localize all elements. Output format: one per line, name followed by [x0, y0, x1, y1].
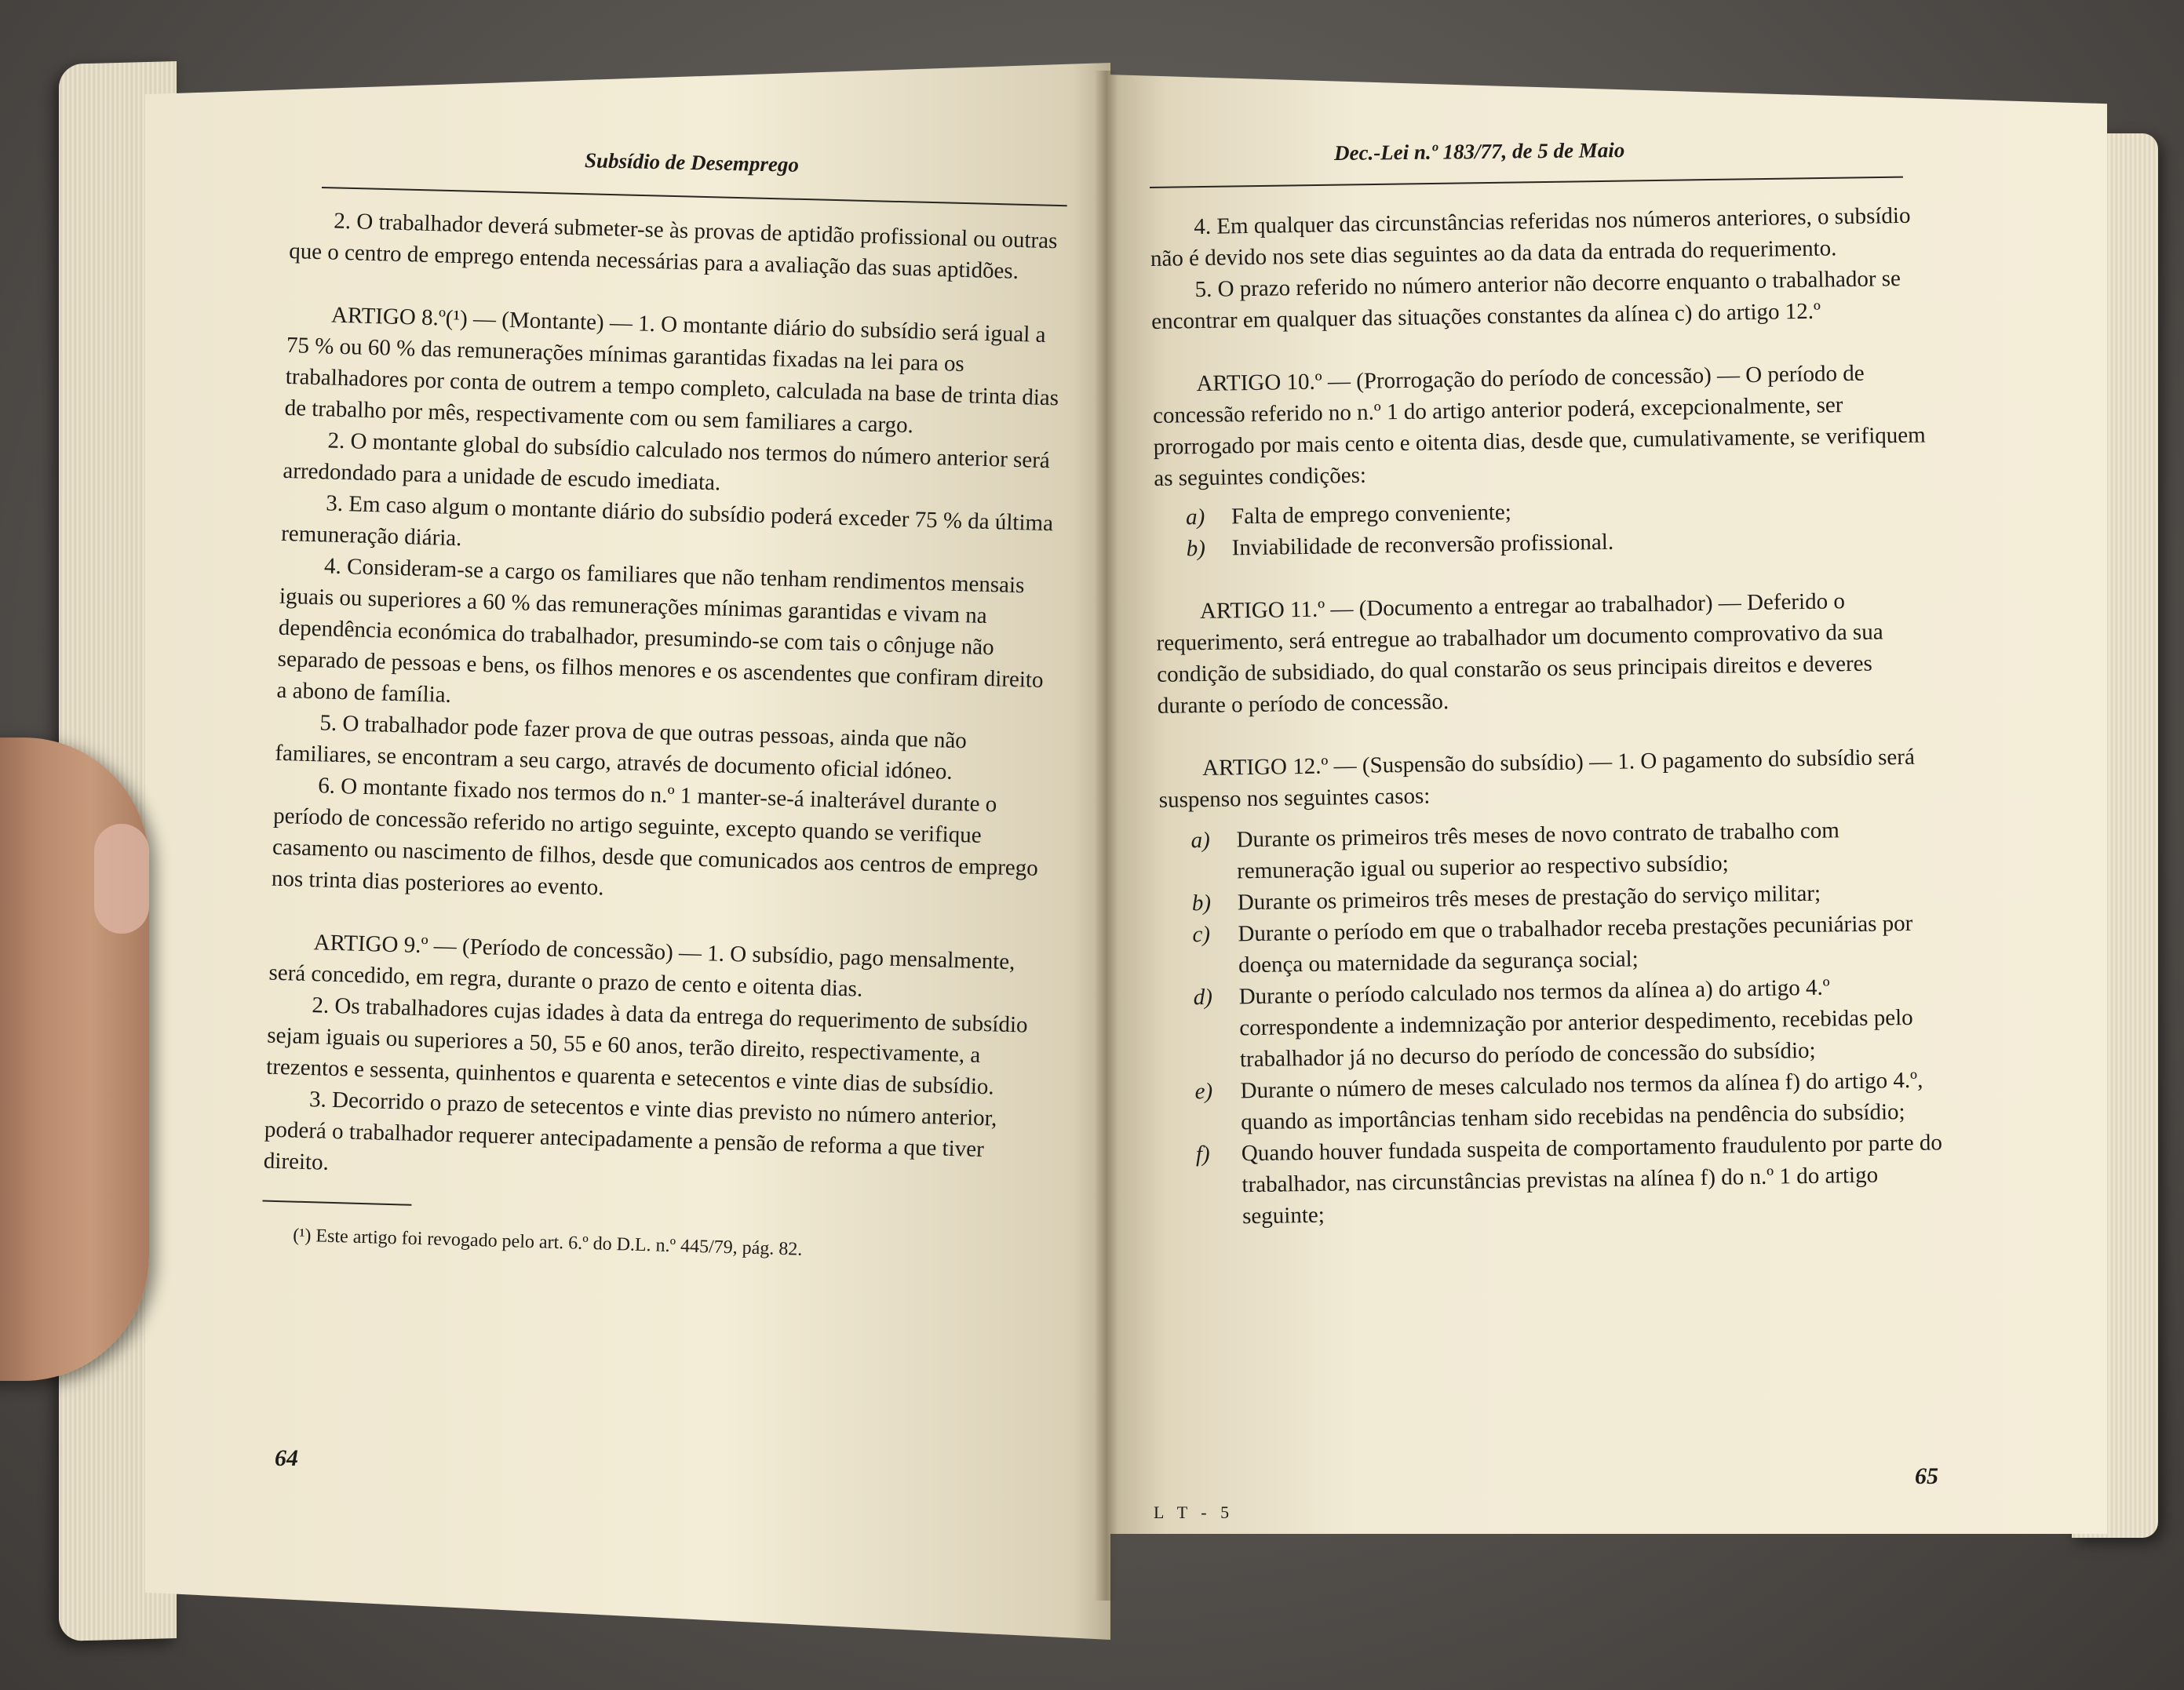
footnote: (¹) Este artigo foi revogado pelo art. 6.º do D.L. n.º 445/79, pág. 82.: [292, 1225, 803, 1260]
paragraph: 6. O montante fixado nos termos do n.º 1 manter-se-á inalterável durante o período de concessão referido no artigo seguinte, excepto quando se verifique casamento ou nascimento de filhos, desde que comunicados aos centros de emprego nos trinta dias posteriores ao evento.: [271, 773, 1039, 901]
list-item: a) Durante os primeiros três meses de novo contrato de trabalho com remuneração igual ou superior ao respectivo subsídio;: [1190, 818, 1840, 884]
paragraph: 2. Os trabalhadores cujas idades à data da entrega do requerimento de subsídio sejam iguais ou superiores a 50, 55 e 60 anos, terão direito, respectivamente, a trezentos e sessenta, quinhentos e quarenta e setecentos e vinte dias de subsídio.: [265, 993, 1028, 1100]
paragraph: 2. O trabalhador deverá submeter-se às provas de aptidão profissional ou outras que o centro de emprego entenda necessárias para a avaliação das suas aptidões.: [288, 208, 1058, 284]
paragraph: 5. O trabalhador pode fazer prova de que outras pessoas, ainda que não familiares, se encontram a seu cargo, através de documento oficial idóneo.: [275, 710, 968, 785]
book-gutter: [1095, 71, 1118, 1601]
article-10-list: [1186, 490, 1940, 564]
thumbnail-nail: [94, 824, 149, 934]
list-item: a) Falta de emprego conveniente;: [1185, 499, 1512, 530]
left-page-body: [261, 204, 1067, 1272]
right-running-head: Dec.-Lei n.º 183/77, de 5 de Maio: [1333, 138, 1625, 165]
right-page-body: [1150, 199, 1950, 1233]
paragraph: 3. Em caso algum o montante diário do subsídio poderá exceder 75 % da última remuneração diária.: [280, 490, 1054, 552]
list-item: e) Durante o número de meses calculado nos termos da alínea f) do artigo 4.º, quando as importâncias tenham sido recebidas na pendência do subsídio;: [1194, 1067, 1923, 1135]
article-12-list: [1190, 813, 1950, 1233]
list-item: b) Inviabilidade de reconversão profissional.: [1186, 529, 1614, 562]
paragraph: 4. Em qualquer das circunstâncias referidas nos números anteriores, o subsídio não é devido nos sete dias seguintes ao da data da entrada do requerimento.: [1150, 202, 1911, 271]
paragraph: 5. O prazo referido no número anterior não decorre enquanto o trabalhador se encontrar em qualquer das situações constantes da alínea c) do artigo 12.º: [1150, 265, 1901, 334]
article-12: ARTIGO 12.º — (Suspensão do subsídio) — 1. O pagamento do subsídio será suspenso nos seguintes casos:: [1158, 744, 1916, 813]
article-10: ARTIGO 10.º — (Prorrogação do período de concessão) — O período de concessão referido no n.º 1 do artigo anterior poderá, excepcionalmente, ser prorrogado por mais cento e oitenta dias, desde que, cumulativamente, se verifiquem as seguintes condições:: [1152, 360, 1926, 491]
paragraph: 3. Decorrido o prazo de setecentos e vinte dias previsto no número anterior, poderá o trabalhador requerer antecipadamente a pensão de reforma a que tiver direito.: [263, 1087, 997, 1175]
paragraph: 2. O montante global do subsídio calculado nos termos do número anterior será arredondado para a unidade de escudo imediata.: [283, 428, 1051, 496]
article-11: ARTIGO 11.º — (Documento a entregar ao trabalhador) — Deferido o requerimento, será entregue ao trabalhador um documento comprovativo da sua condição de subsidiado, do qual constarão os seus principais direitos e deveres durante o período de concessão.: [1156, 588, 1883, 719]
article-8: ARTIGO 8.º(¹) — (Montante) — 1. O montante diário do subsídio será igual a 75 % ou 60 % das remunerações mínimas garantidas fixadas na lei para os trabalhadores por conta de outrem a tempo completo, calculada na base de trinta dias de trabalho por mês, respectivamente com ou sem familiares a cargo.: [284, 302, 1059, 439]
list-item: f) Quando houver fundada suspeita de comportamento fraudulento por parte do trabalhador, nas circunstâncias previstas na alínea f) do n.º 1 do artigo seguinte;: [1195, 1130, 1943, 1229]
left-running-head: Subsídio de Desemprego: [584, 148, 800, 177]
list-item: d) Durante o período calculado nos termos da alínea a) do artigo 4.º correspondente a indemnização por anterior despedimento, recebidas pelo trabalhador já no decurso do período de concessão do subsídio;: [1193, 974, 1913, 1073]
paragraph: 4. Consideram-se a cargo os familiares que não tenham rendimentos mensais iguais ou superiores a 60 % das remunerações mínimas garantidas e vivam na dependência económica do trabalhador, presumindo-se com tais o cônjuge não separado de pessoas e bens, os filhos menores e os ascendentes que confiram direito a abono de família.: [276, 553, 1044, 708]
list-item: c) Durante o período em que o trabalhador receba prestações pecuniárias por doença ou maternidade da segurança social;: [1192, 910, 1913, 978]
signature-mark: L T - 5: [1154, 1502, 1234, 1522]
right-page-number: 65: [1915, 1463, 1938, 1489]
list-item: b) Durante os primeiros três meses de prestação do serviço militar;: [1191, 880, 1821, 916]
left-page-number: 64: [275, 1445, 298, 1471]
article-9: ARTIGO 9.º — (Período de concessão) — 1. O subsídio, pago mensalmente, será concedido, em regra, durante o prazo de cento e oitenta dias.: [268, 930, 1015, 1002]
footnote-rule: [262, 1200, 411, 1206]
